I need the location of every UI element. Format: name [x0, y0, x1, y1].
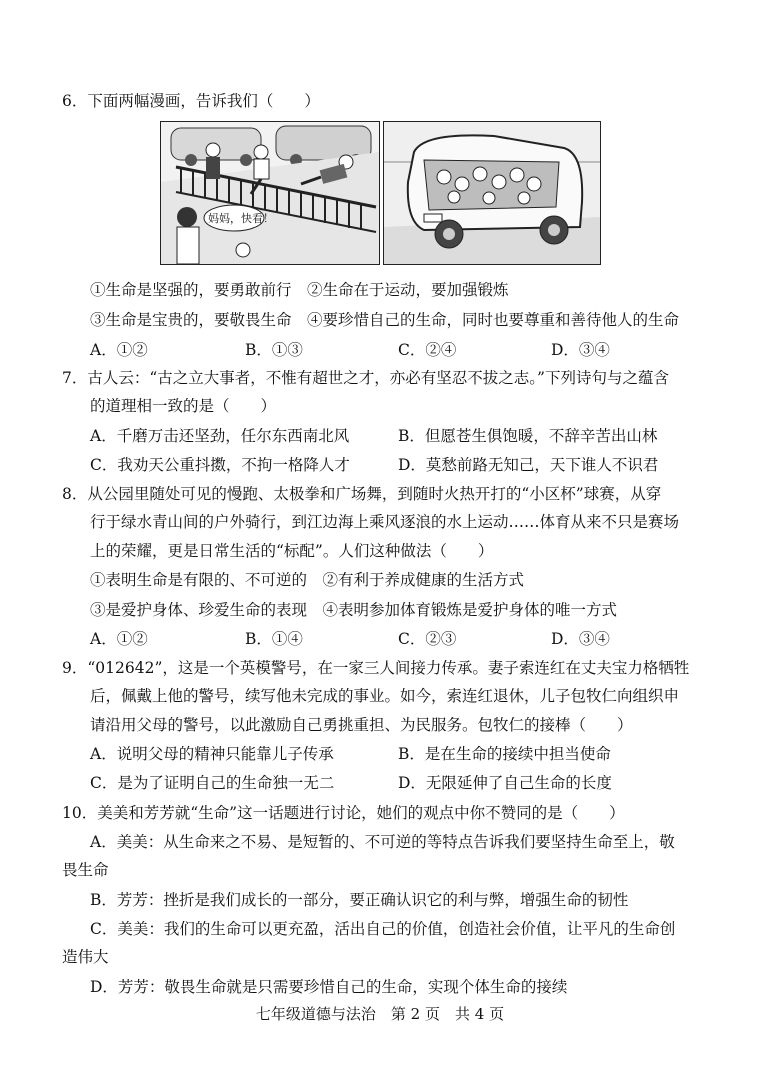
q9-stem-line1: 9．“012642”，这是一个英模警号，在一家三人间接力传承。妻子索连红在丈夫宝力格牺牲	[62, 659, 690, 677]
q9-option-d: D．无限延伸了自己生命的长度	[398, 774, 612, 792]
page-footer: 七年级道德与法治 第 2 页 共 4 页	[255, 1005, 505, 1023]
q6-option-b: B．①③	[245, 341, 303, 359]
comic-right-image	[383, 121, 601, 265]
q6-option-d: D．③④	[551, 341, 610, 359]
q8-statements-1: ①表明生命是有限的、不可逆的 ②有利于养成健康的生活方式	[90, 571, 525, 589]
q9-option-a: A．说明父母的精神只能靠儿子传承	[90, 745, 334, 763]
q6-option-a: A．①②	[90, 341, 148, 359]
comic-speech-bubble-text: 妈妈，快看！	[208, 212, 274, 225]
q6-statements-1: ①生命是坚强的，要勇敢前行 ②生命在于运动，要加强锻炼	[90, 281, 509, 299]
q10-option-b: B．芳芳：挫折是我们成长的一部分，要正确认识它的利与弊，增强生命的韧性	[90, 891, 629, 909]
q8-stem-line1: 8．从公园里随处可见的慢跑、太极拳和广场舞，到随时火热开打的“小区杯”球赛，从穿	[62, 485, 662, 503]
q7-option-c: C．我劝天公重抖擞，不拘一格降人才	[90, 456, 350, 474]
q8-statements-2: ③是爱护身体、珍爱生命的表现 ④表明参加体育锻炼是爱护身体的唯一方式	[90, 601, 618, 619]
q8-option-b: B．①④	[245, 630, 303, 648]
q8-stem-line3: 上的荣耀，更是日常生活的“标配”。人们这种做法（ ）	[90, 542, 494, 560]
q10-option-a-line1: A．美美：从生命来之不易、是短暂的、不可逆的等特点告诉我们要坚持生命至上，敬	[90, 833, 675, 851]
q9-option-c: C．是为了证明自己的生命独一无二	[90, 774, 335, 792]
q7-stem-line2: 的道理相一致的是（ ）	[90, 397, 277, 415]
q8-option-d: D．③④	[551, 630, 610, 648]
q8-stem-line2: 行于绿水青山间的户外骑行，到江边海上乘风逐浪的水上运动……体育从来不只是赛场	[90, 513, 680, 531]
q7-option-a: A．千磨万击还坚劲，任尔东西南北风	[90, 427, 350, 445]
q6-stem: 6．下面两幅漫画，告诉我们（ ）	[62, 92, 320, 110]
q9-option-b: B．是在生命的接续中担当使命	[398, 745, 611, 763]
q10-option-a-line2: 畏生命	[62, 861, 109, 879]
q10-stem: 10．美美和芳芳就“生命”这一话题进行讨论，她们的观点中你不赞同的是（ ）	[62, 804, 625, 822]
q7-option-d: D．莫愁前路无知己，天下谁人不识君	[398, 456, 659, 474]
q6-statements-2: ③生命是宝贵的，要敬畏生命 ④要珍惜自己的生命，同时也要尊重和善待他人的生命	[90, 311, 680, 329]
q9-stem-line3: 请沿用父母的警号，以此激励自己勇挑重担、为民服务。包牧仁的接棒（ ）	[90, 716, 633, 734]
q8-option-a: A．①②	[90, 630, 148, 648]
q9-stem-line2: 后，佩戴上他的警号，续写他未完成的事业。如今，索连红退休，儿子包牧仁向组织申	[90, 687, 680, 705]
q7-option-b: B．但愿苍生俱饱暖，不辞辛苦出山林	[398, 427, 658, 445]
q6-option-c: C．②④	[398, 341, 457, 359]
q10-option-c-line2: 造伟大	[62, 948, 109, 966]
q7-stem-line1: 7．古人云：“古之立大事者，不惟有超世之才，亦必有坚忍不拔之志。”下列诗句与之蕴含	[62, 369, 669, 387]
q8-option-c: C．②③	[398, 630, 457, 648]
q10-option-c-line1: C．美美：我们的生命可以更充盈，活出自己的价值，创造社会价值，让平凡的生命创	[90, 920, 676, 938]
q10-option-d: D．芳芳：敬畏生命就是只需要珍惜自己的生命，实现个体生命的接续	[90, 978, 568, 996]
comic-left-image	[160, 121, 380, 265]
